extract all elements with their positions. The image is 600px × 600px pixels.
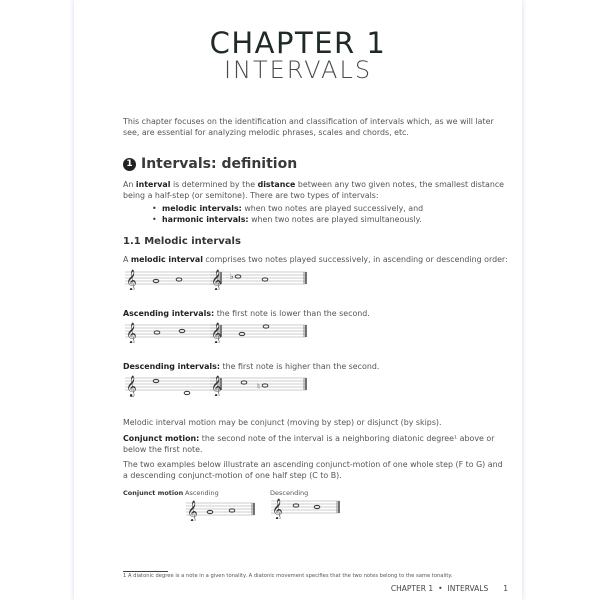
chapter-title: INTERVALS — [223, 56, 373, 84]
descending-definition: Descending intervals: the first note is higher than the second. — [123, 362, 380, 371]
ascending-definition: Ascending intervals: the first note is lower than the second. — [123, 309, 370, 318]
section-title: Intervals: definition — [141, 156, 298, 172]
conjunct-definition: Conjunct motion: the second note of the interval is a neighboring diatonic degree¹ above or below the first note. — [123, 434, 495, 454]
footnote: 1 A diatonic degree is a note in a given tonality. A diatonic movement specifies that the two notes belong to the same tonality. — [123, 573, 453, 579]
document-page — [74, 0, 522, 600]
subsection-heading: 1.1 Melodic intervals — [123, 236, 241, 247]
page-footer — [391, 584, 508, 593]
figure-ascending-label: Ascending — [185, 489, 219, 497]
music-staff-example — [208, 321, 310, 343]
svg-text:𝄞: 𝄞 — [187, 501, 198, 521]
footnote-divider — [123, 571, 168, 572]
footer-bullet: • — [438, 584, 443, 593]
definition-paragraph: An interval is determined by the distance between any two given notes, the smallest distance being a half-step (or semitone). There are two types of intervals: — [123, 180, 505, 200]
list-item: • melodic intervals: when two notes are played successively, and — [152, 203, 537, 214]
motion-paragraph: Melodic interval motion may be conjunct (moving by step) or disjunct (by skips). — [123, 418, 442, 427]
footer-title: INTERVALS — [447, 584, 489, 593]
svg-text:𝄞: 𝄞 — [211, 270, 222, 290]
interval-types-list — [152, 203, 537, 225]
svg-text:♭: ♭ — [230, 272, 234, 281]
page-number: 1 — [503, 584, 508, 593]
svg-text:𝄞: 𝄞 — [211, 323, 222, 343]
section-number-badge: 1 — [123, 158, 136, 171]
examples-paragraph: The two examples below illustrate an ascending conjunct-motion of one whole step (F to G) and a descending conjunct-motion of one half step (C to B). — [123, 460, 503, 480]
section-heading — [123, 156, 297, 172]
music-staff-example — [184, 499, 258, 521]
list-item: • harmonic intervals: when two notes are played simultaneously. — [152, 214, 537, 225]
svg-text:𝄞: 𝄞 — [272, 499, 283, 519]
footer-chapter: CHAPTER 1 — [390, 584, 434, 593]
figure-descending-label: Descending — [270, 489, 309, 497]
svg-text:𝄞: 𝄞 — [211, 376, 222, 396]
svg-text:♮: ♮ — [257, 382, 260, 391]
svg-text:𝄞: 𝄞 — [126, 323, 137, 343]
intro-paragraph: This chapter focuses on the identification and classification of intervals which, as we will later see, are essential for analyzing melodic phrases, scales and chords, etc. — [123, 117, 494, 137]
music-staff-example — [269, 497, 343, 519]
svg-text:𝄞: 𝄞 — [126, 376, 137, 397]
music-staff-example — [208, 268, 310, 290]
figure-label: Conjunct motion — [123, 489, 184, 497]
music-staff-example — [208, 374, 310, 396]
melodic-definition: A melodic interval comprises two notes played successively, in ascending or descending order: — [123, 255, 508, 264]
svg-text:𝄞: 𝄞 — [126, 270, 137, 290]
chapter-number: CHAPTER 1 — [209, 26, 387, 60]
